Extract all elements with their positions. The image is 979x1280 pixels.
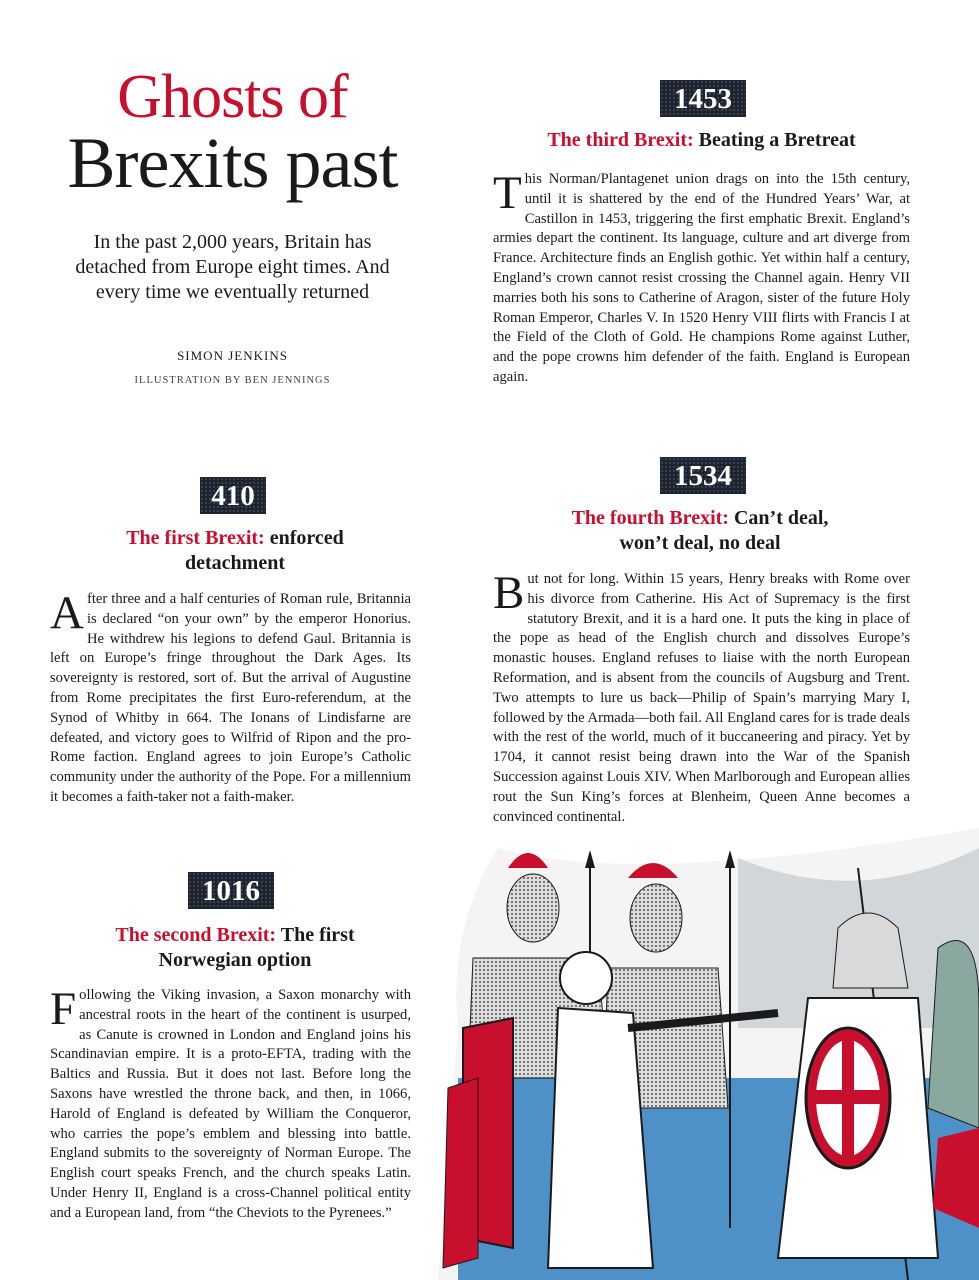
section-headline: The first Norwegian option [158, 924, 355, 971]
section-body [493, 167, 910, 388]
body-text: ollowing the Viking invasion, a Saxon monarchy with ancestral roots in the heart of the continent is usurped, as Canute is crowned in London and England joins his Scandinavian empire. It is a proto-EFTA, trading with the Baltics and Russia. But it does not last. Before long the Saxons have wrestled the throne back, and then, in 1066, Harold of England is defeated by William the Conqueror, who carries the pope’s emblem and blessing into battle. England submits to the sovereignty of Norman Europe. The English court speaks French, and the church speaks Latin. Under Henry II, England is a cross-Channel political entity and a European land, from “the Cheviots to the Pyrenees.” [50, 987, 411, 1221]
section-headline: Beating a Bretreat [698, 129, 856, 151]
section-kicker: The fourth Brexit: [571, 507, 729, 529]
section-headline: enforced detachment [185, 527, 344, 574]
body-text: fter three and a half centuries of Roman rule, Britannia is declared “on your own” by the emperor Honorius. He withdrew his legions to defend Gaul. Britannia is left on Europe’s fringe throughout the Dark Ages. Its sovereignty is restored, sort of. But the arrival of Augustine from Rome precipitates the first Euro-referendum, at the Synod of Whitby in 664. The Ionans of Lindisfarne are defeated, and victory goes to Wilfrid of Ripon and the pro-Rome faction. England agrees to join Europe’s Catholic community under the authority of the Pope. For a millennium it becomes a faith-taker not a faith-maker. [50, 591, 411, 805]
drop-cap: B [493, 567, 525, 619]
year-badge: 1016 [188, 872, 274, 909]
illustration-credit: ILLUSTRATION BY BEN JENNINGS [134, 375, 331, 386]
section-heading [493, 128, 910, 153]
body-text: his Norman/Plantagenet union drags on into the 15th century, until it is shattered by the end of the Hundred Years’ War, at Castillon in 1453, triggering the first emphatic Brexit. England’s armies depart the continent. Its language, culture and art diverge from France. Architecture finds an English gothic. Yet within half a century, England’s crown cannot resist crossing the Channel again. Henry VII marries both his sons to Catherine of Aragon, sister of the future Holy Roman Emperor, Charles V. In 1520 Henry VIII flirts with Francis I at the Field of the Cloth of Gold. He champions Rome against Luther, and the pope crowns him defender of the faith. England is European again. [493, 171, 910, 385]
section-heading [545, 506, 855, 555]
section-headline: Can’t deal, won’t deal, no deal [619, 507, 829, 554]
section-body [493, 567, 910, 827]
headline-line-2: Brexits past [67, 123, 398, 203]
illustration-romans-departing [438, 828, 979, 1280]
section-heading [90, 526, 380, 575]
year-badge: 1453 [660, 80, 746, 117]
section-kicker: The first Brexit: [126, 527, 265, 549]
byline: SIMON JENKINS [177, 348, 288, 363]
section-kicker: The third Brexit: [547, 129, 694, 151]
section-body [50, 983, 411, 1224]
boy-head [560, 952, 612, 1004]
section-body [50, 587, 411, 808]
drop-cap: T [493, 167, 522, 219]
year-badge: 1534 [660, 457, 746, 494]
headline-line-1: Ghosts of [117, 63, 348, 131]
section-kicker: The second Brexit: [115, 924, 277, 946]
drop-cap: A [50, 587, 84, 639]
body-text: ut not for long. Within 15 years, Henry breaks with Rome over his divorce from Catherine. His Act of Supremacy is the first statutory Brexit, and it is a hard one. It puts the king in place of the pope as head of the English church and dissolves Europe’s monastic houses. England refuses to liaise with the north European Reformation, and is absent from the councils of Augsburg and Trent. Two attempts to lure us back—Philip of Spain’s marrying Mary I, followed by the Armada—both fail. All England cares for is trade deals with the rest of the world, much of it buccaneering and piracy. Yet by 1704, it cannot resist being drawn into the War of the Spanish Succession against Louis XIV. When Marlborough and European allies rout the Sun King’s forces at Blenheim, Queen Anne becomes a convinced continental. [493, 571, 910, 825]
year-badge: 410 [200, 477, 266, 514]
standfirst: In the past 2,000 years, Britain has detached from Europe eight times. And every time we eventually returned [75, 231, 390, 303]
drop-cap: F [50, 983, 77, 1035]
section-heading [80, 923, 390, 972]
